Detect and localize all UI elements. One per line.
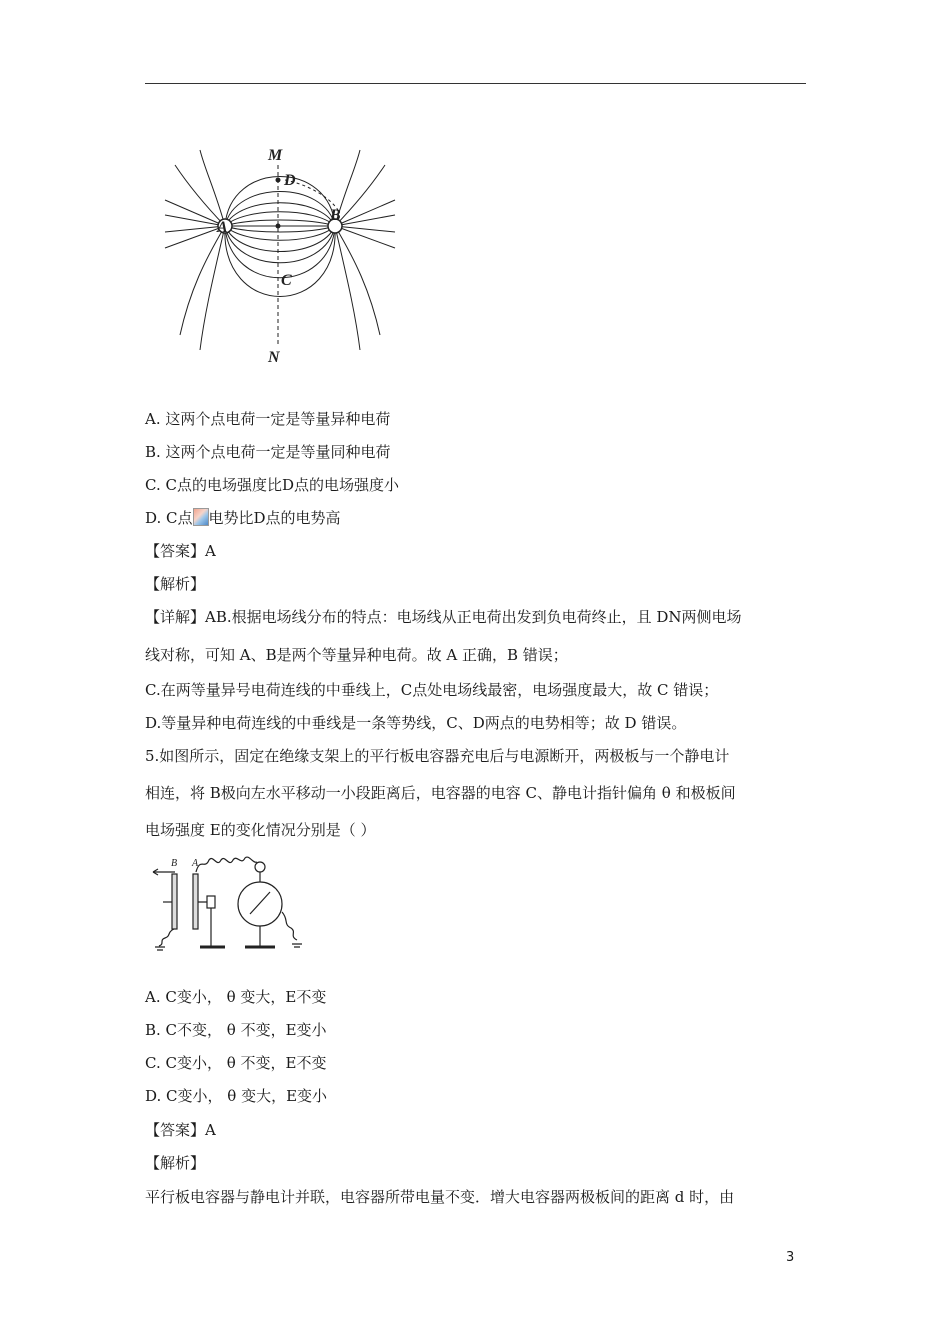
q4-option-a: A. 这两个点电荷一定是等量异种电荷 [145, 410, 391, 428]
q4-detail-4: D.等量异种电荷连线的中垂线是一条等势线，C、D两点的电势相等；故 D 错误。 [145, 714, 687, 732]
q4-option-c: C. C点的电场强度比D点的电场强度小 [145, 476, 399, 494]
q5-option-b: B. C不变， θ 不变，E变小 [145, 1021, 327, 1039]
capacitor-figure [145, 852, 315, 952]
label-c: C [281, 272, 292, 289]
q4-option-d-post: 电势比D点的电势高 [208, 509, 341, 527]
label-b: B [330, 207, 341, 224]
label-a: A [217, 219, 228, 236]
label-plate-a: A [192, 858, 199, 869]
q5-answer: 【答案】A [145, 1121, 216, 1139]
q4-detail-2: 线对称，可知 A、B是两个等量异种电荷。故 A 正确，B 错误； [145, 646, 568, 664]
q5-stem-2: 相连，将 B极向左水平移动一小段距离后，电容器的电容 C、静电计指针偏角 θ 和极板间 [145, 784, 736, 802]
q5-stem-3: 电场强度 E的变化情况分别是（ ） [145, 821, 376, 839]
q5-option-d: D. C变小， θ 变大，E变小 [145, 1087, 328, 1105]
label-d: D [284, 172, 296, 189]
header-rule [145, 83, 806, 84]
q5-option-c: C. C变小， θ 不变，E不变 [145, 1054, 327, 1072]
page-number: 3 [786, 1250, 795, 1265]
q4-option-d-pre: D. C点 [145, 509, 193, 527]
q4-detail-1: 【详解】AB.根据电场线分布的特点：电场线从正电荷出发到负电荷终止，且 DN两侧电场 [145, 608, 742, 626]
q5-analysis-text-1: 平行板电容器与静电计并联，电容器所带电量不变．增大电容器两极板间的距离 d 时，由 [145, 1188, 735, 1206]
q4-answer: 【答案】A [145, 542, 216, 560]
label-m: M [268, 147, 283, 164]
q5-analysis-heading: 【解析】 [145, 1154, 206, 1172]
q4-option-b: B. 这两个点电荷一定是等量同种电荷 [145, 443, 391, 461]
label-plate-b: B [171, 858, 178, 869]
q4-analysis-heading: 【解析】 [145, 575, 206, 593]
label-n: N [268, 349, 280, 366]
q4-detail-3: C.在两等量异号电荷连线的中垂线上，C点处电场线最密，电场强度最大，故 C 错误； [145, 681, 719, 699]
q5-stem-1: 5.如图所示，固定在绝缘支架上的平行板电容器充电后与电源断开，两极板与一个静电计 [145, 747, 730, 765]
q4-option-d [145, 508, 810, 528]
field-lines-figure [160, 140, 400, 370]
inline-image-icon [193, 508, 209, 526]
q5-option-a: A. C变小， θ 变大，E不变 [145, 988, 327, 1006]
